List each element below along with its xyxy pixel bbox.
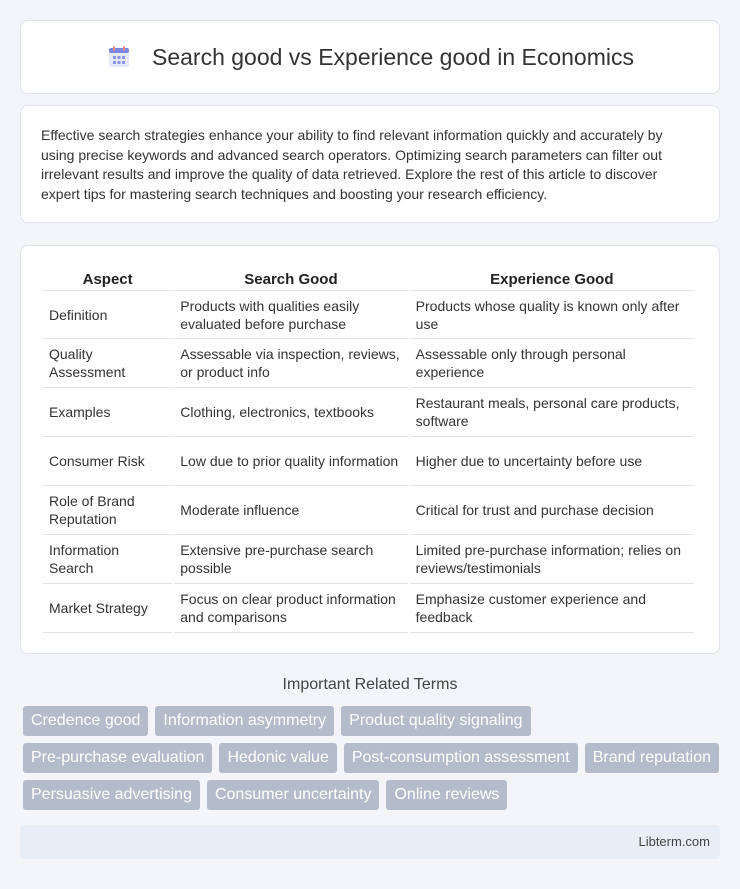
header-card	[20, 20, 720, 94]
table-row	[43, 486, 694, 535]
table-cell: Extensive pre-purchase search possible	[174, 535, 407, 584]
tag-hedonic-value[interactable]: Hedonic value	[219, 743, 336, 773]
table-cell: Emphasize customer experience and feedback	[410, 584, 694, 633]
table-cell: Consumer Risk	[43, 437, 172, 486]
page-title: Search good vs Experience good in Economics	[151, 43, 634, 70]
table-cell: Products whose quality is known only after use	[410, 290, 694, 339]
column-header-search-good: Search Good	[244, 271, 338, 288]
table-cell: Clothing, electronics, textbooks	[174, 388, 407, 437]
table-cell: Information Search	[43, 535, 172, 584]
table-cell: Role of Brand Reputation	[43, 486, 172, 535]
table-cell: Assessable via inspection, reviews, or product info	[174, 339, 407, 388]
column-header-aspect: Aspect	[82, 271, 133, 288]
table-cell: Quality Assessment	[43, 339, 172, 388]
intro-text: Effective search strategies enhance your ability to find relevant information quickly and accurately by using precise keywords and advanced search operators. Optimizing search parameters can filter out irrelevant results and improve the quality of data retrieved. Explore the rest of this article to discover expert tips for mastering search techniques and boosting your research efficiency.	[41, 127, 663, 202]
table-cell: Low due to prior quality information	[174, 437, 407, 486]
tag-persuasive-advertising[interactable]: Persuasive advertising	[23, 780, 200, 810]
table-cell: Moderate influence	[174, 486, 407, 535]
calendar-grid-icon	[106, 44, 132, 70]
table-cell: Focus on clear product information and comparisons	[174, 584, 407, 633]
comparison-table	[41, 266, 696, 633]
table-row	[43, 584, 694, 633]
comparison-table-card	[20, 245, 720, 654]
table-cell: Higher due to uncertainty before use	[410, 437, 694, 486]
tag-product-quality-signaling[interactable]: Product quality signaling	[341, 706, 530, 736]
footer	[20, 825, 720, 859]
table-row	[43, 388, 694, 437]
tag-consumer-uncertainty[interactable]: Consumer uncertainty	[207, 780, 380, 810]
table-row	[43, 535, 694, 584]
table-cell: Restaurant meals, personal care products, software	[410, 388, 694, 437]
table-cell: Limited pre-purchase information; relies on reviews/testimonials	[410, 535, 694, 584]
tag-post-consumption-assessment[interactable]: Post-consumption assessment	[344, 743, 578, 773]
related-terms-tags	[23, 706, 723, 817]
table-cell: Examples	[43, 388, 172, 437]
tag-online-reviews[interactable]: Online reviews	[386, 780, 507, 810]
related-terms-heading: Important Related Terms	[282, 676, 458, 693]
table-row	[43, 290, 694, 339]
table-cell: Critical for trust and purchase decision	[410, 486, 694, 535]
table-cell: Products with qualities easily evaluated before purchase	[174, 290, 407, 339]
table-cell: Definition	[43, 290, 172, 339]
table-row	[43, 437, 694, 486]
tag-brand-reputation[interactable]: Brand reputation	[585, 743, 719, 773]
table-cell: Market Strategy	[43, 584, 172, 633]
column-header-experience-good: Experience Good	[490, 271, 614, 288]
intro-card	[20, 105, 720, 223]
table-cell: Assessable only through personal experience	[410, 339, 694, 388]
tag-pre-purchase-evaluation[interactable]: Pre-purchase evaluation	[23, 743, 212, 773]
footer-site-link[interactable]: Libterm.com	[638, 834, 710, 849]
table-row	[43, 339, 694, 388]
tag-credence-good[interactable]: Credence good	[23, 706, 148, 736]
tag-information-asymmetry[interactable]: Information asymmetry	[155, 706, 334, 736]
